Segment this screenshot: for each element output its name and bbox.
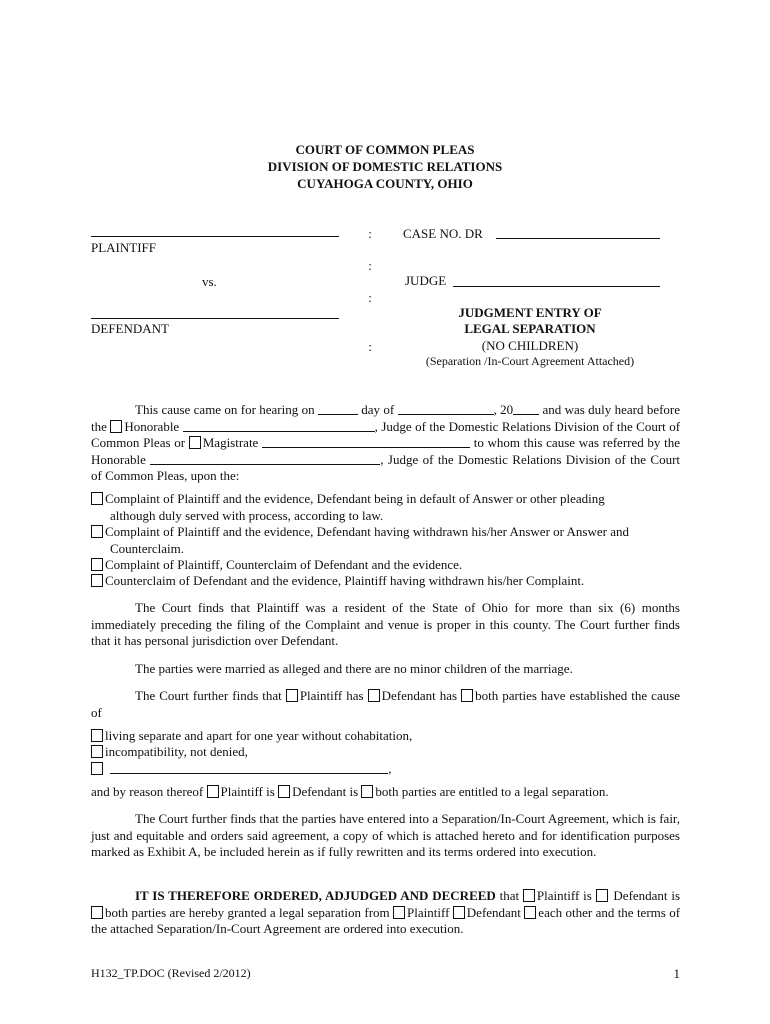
decree-text: other and the terms of the attached Separation/In-Court Agreement are ordered into execution. [91,904,681,937]
option-complaint-default [91,491,691,524]
option-text: Complaint of Plaintiff, Counterclaim of Defendant and the evidence. [105,557,463,572]
option-text: although duly served with process, according to law. [110,507,384,523]
hearing-text: , Judge of the Domestic Relations Division of the Court of Common Pleas, upon the: [91,451,681,484]
hearing-text: , Judge of the Domestic Relations Division of the Court of Common Pleas or [91,418,681,451]
entitled-text: and by reason thereof [91,784,204,799]
cause-checkbox[interactable] [91,745,103,758]
county-name: CUYAHOGA COUNTY, OHIO [297,176,473,191]
cause-text: both parties have established the cause of [91,688,681,720]
form-id: H132_TP.DOC (Revised 2/2012) [91,966,251,980]
defendant-has-checkbox[interactable] [368,689,380,702]
both-have-checkbox[interactable] [461,689,473,702]
decree-both-checkbox[interactable] [91,906,103,919]
decree-plaintiff-is-checkbox[interactable] [523,889,535,902]
decree-text: Plaintiff is [536,888,592,903]
honorable-label: Honorable [124,418,180,434]
judge-label: JUDGE [405,273,447,288]
plaintiff-label: PLAINTIFF [91,240,157,255]
marriage-text: The parties were married as alleged and there are no minor children of the marriage. [135,661,573,676]
entry-subtitle: (NO CHILDREN) [481,338,579,353]
agreement-text: The Court further finds that the parties have entered into a Separation/In-Court Agreement, which is fair, just and equitable and orders said agreement, a copy of which is attached hereto and for identification purposes marked as Exhibit A, be included herein as if fully rewritten and its terms ordered into execution. [91,811,680,860]
option-checkbox[interactable] [91,574,103,587]
hearing-year-blank[interactable] [513,402,539,415]
cause-checkbox[interactable] [91,762,103,775]
decree-text: each [538,904,563,920]
option-counterclaim-withdrawn [91,573,691,590]
cause-checkbox[interactable] [91,729,103,742]
option-checkbox[interactable] [91,525,103,538]
caption-colon: : [368,290,372,305]
option-text: Complaint of Plaintiff and the evidence, Defendant having withdrawn his/her Answer or Answer and [105,524,629,539]
cause-option-text: , [388,761,392,776]
entitled-text: both parties are entitled to a legal separation. [375,784,609,799]
cause-text: The Court further finds that [135,688,282,703]
marriage-paragraph [91,661,680,678]
entitled-text: Defendant is [292,784,359,799]
plaintiff-has-checkbox[interactable] [286,689,298,702]
referring-judge-blank[interactable] [150,452,380,465]
decree-heading: IT IS THEREFORE ORDERED, ADJUDGED AND DECREED [135,888,496,903]
caption-colon: : [368,226,372,241]
cause-paragraph [91,688,680,721]
cause-text: Plaintiff has [299,688,364,703]
hearing-text: and was duly heard before the [91,402,681,434]
residency-text: The Court finds that Plaintiff was a resident of the State of Ohio for more than six (6) months immediately preceding the filing of the Complaint and venue is proper in this county. The Court further finds that it has personal jurisdiction over Defendant. [91,600,680,649]
hearing-text: day of [361,402,395,417]
case-no-label: CASE NO. DR [403,226,483,241]
defendant-is-checkbox[interactable] [278,785,290,798]
from-each-checkbox[interactable] [524,906,536,919]
magistrate-checkbox[interactable] [189,436,201,449]
judge-name-blank[interactable] [183,419,375,432]
vs-label: vs. [202,274,217,289]
division-name: DIVISION OF DOMESTIC RELATIONS [267,159,503,174]
decree-text: Plaintiff [407,904,450,920]
hearing-text: This cause came on for hearing on [135,402,315,417]
from-plaintiff-checkbox[interactable] [393,906,405,919]
hearing-day-blank[interactable] [318,402,358,415]
entitled-paragraph [91,784,691,801]
hearing-paragraph [91,402,680,485]
entry-title-1: JUDGMENT ENTRY OF [458,305,602,320]
plaintiff-name-line[interactable] [91,236,339,237]
decree-text: Defendant [466,904,521,920]
decree-text: both parties are hereby granted a legal separation from [105,904,390,920]
cause-text: Defendant has [381,688,458,703]
decree-text: that [499,888,520,903]
hearing-month-blank[interactable] [398,402,494,415]
option-counterclaim [91,557,691,574]
defendant-label: DEFENDANT [91,321,169,336]
decree-defendant-is-checkbox[interactable] [596,889,608,902]
option-text: Counterclaim of Defendant and the evidence, Plaintiff having withdrawn his/her Complaint. [105,573,585,588]
cause-other [91,761,691,778]
entry-note: (Separation /In-Court Agreement Attached) [425,354,635,368]
agreement-paragraph [91,811,680,861]
judge-line[interactable] [453,286,660,287]
entitled-text: Plaintiff is [220,784,275,799]
cause-living-apart [91,728,691,745]
cause-other-blank[interactable] [110,761,388,774]
option-complaint-withdrawn [91,524,691,557]
option-text: Counterclaim. [110,540,185,556]
honorable-checkbox[interactable] [110,420,122,433]
cause-option-text: incompatibility, not denied, [105,744,248,759]
hearing-text: , 20 [493,402,514,417]
magistrate-label: Magistrate [202,435,259,451]
from-defendant-checkbox[interactable] [453,906,465,919]
magistrate-name-blank[interactable] [262,435,470,448]
both-are-checkbox[interactable] [361,785,373,798]
defendant-name-line[interactable] [91,318,339,319]
option-text: Complaint of Plaintiff and the evidence, Defendant being in default of Answer or other pleading [105,491,605,506]
page-number: 1 [673,966,680,981]
plaintiff-is-checkbox[interactable] [207,785,219,798]
cause-incompatibility [91,744,691,761]
residency-paragraph [91,600,680,650]
decree-paragraph [91,888,680,938]
caption-colon: : [368,339,372,354]
decree-text: Defendant is [613,888,681,903]
option-checkbox[interactable] [91,492,103,505]
option-checkbox[interactable] [91,558,103,571]
caption-colon: : [368,258,372,273]
cause-option-text: living separate and apart for one year without cohabitation, [105,728,413,743]
case-no-line[interactable] [496,238,660,239]
hearing-text: to whom this cause was referred by the Honorable [91,435,680,467]
entry-title-2: LEGAL SEPARATION [464,321,596,336]
court-name: COURT OF COMMON PLEAS [295,142,475,157]
